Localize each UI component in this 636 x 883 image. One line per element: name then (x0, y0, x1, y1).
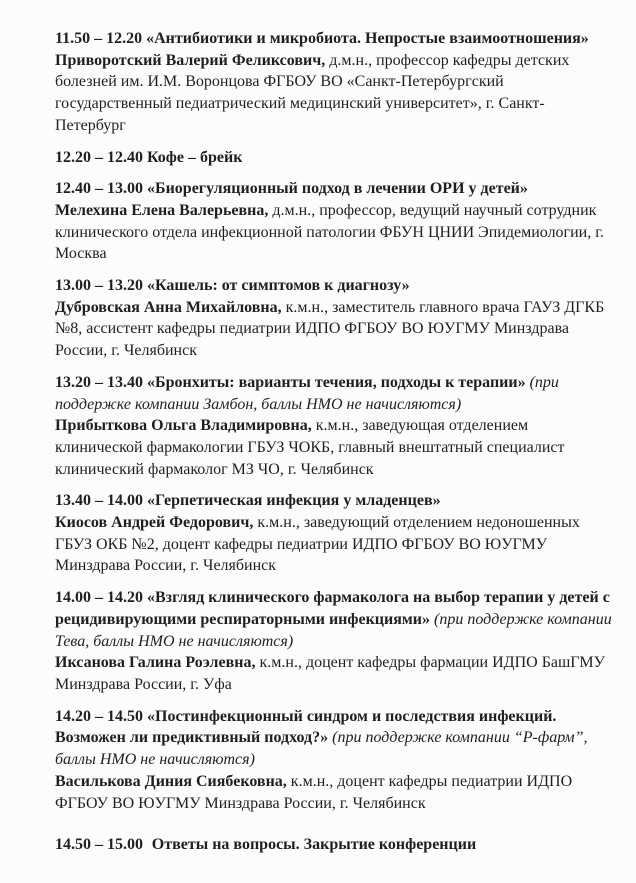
session-time: 13.40 – 14.00 (55, 492, 143, 510)
session-block-herpes-infection (55, 490, 613, 577)
session-time-title (55, 30, 589, 47)
speaker-credentials: к.м.н., доцент кафедры педиатрии ИДПО ФГБОУ ВО ЮУГМУ Минздрава России, г. Челябинск (55, 772, 573, 812)
session-sponsor-note: (при поддержке компании Тева, баллы НМО не начисляются) (55, 610, 612, 650)
speaker-name: Иксанова Галина Роэлевна, (55, 654, 256, 672)
speaker-credentials: д.м.н., профессор кафедры детских болезней им. И.М. Воронцова ФГБОУ ВО «Санкт-Петербургский государственный педиатрический медицинский университет», г. Санкт-Петербург (55, 51, 570, 134)
speaker-credentials: д.м.н., профессор, ведущий научный сотрудник клинического отдела инфекционной патологии ФБУН ЦНИИ Эпидемиологии, г. Москва (55, 201, 604, 263)
session-speaker (55, 415, 613, 480)
session-speaker (55, 50, 613, 137)
session-title: «Герпетическая инфекция у младенцев» (147, 492, 441, 510)
session-block-closing (55, 834, 613, 856)
session-time: 14.00 – 14.20 (55, 589, 143, 607)
session-title: «Антибиотики и микробиота. Непростые взаимоотношения» (146, 30, 589, 47)
session-time: 12.20 – 12.40 (55, 148, 143, 166)
session-title: Ответы на вопросы. Закрытие конференции (151, 836, 477, 854)
session-sponsor-note: (при поддержке компании “Р-фарм”, баллы НМО не начисляются) (55, 729, 588, 769)
session-speaker (55, 652, 613, 695)
session-sponsor-note: (при поддержке компании Замбон, баллы НМО не начисляются) (55, 373, 559, 413)
session-title: «Кашель: от симптомов к диагнозу» (147, 277, 410, 295)
speaker-name: Василькова Диния Сиябековна, (55, 772, 287, 790)
session-block-bioregulation (55, 178, 613, 265)
speaker-credentials: к.м.н., заведующая отделением клинической фармакологии ГБУЗ ЧОКБ, главный внештатный специалист клинический фармаколог МЗ ЧО, г. Челябинск (55, 417, 565, 478)
session-heading (55, 706, 613, 771)
speaker-name: Прибыткова Ольга Владимировна, (55, 417, 312, 435)
speaker-credentials: к.м.н., заведующий отделением недоношенных ГБУЗ ОКБ №2, доцент кафедры педиатрии ИДПО ФГБОУ ВО ЮУГМУ Минздрава России, г. Челябинск (55, 514, 580, 575)
session-time: 13.00 – 13.20 (55, 277, 143, 295)
session-time: 13.20 – 13.40 (55, 373, 143, 391)
session-time-title (55, 374, 526, 391)
session-heading (55, 834, 613, 856)
session-title: «Бронхиты: варианты течения, подходы к терапии» (147, 373, 526, 391)
session-time: 14.20 – 14.50 (55, 707, 143, 725)
session-title: «Биорегуляционный подход в лечении ОРИ у детей» (147, 180, 528, 198)
session-speaker (55, 297, 613, 362)
session-speaker (55, 771, 613, 814)
session-block-cough (55, 275, 613, 362)
session-heading (55, 178, 613, 200)
speaker-name: Киосов Андрей Федорович, (55, 514, 254, 532)
speaker-credentials: к.м.н., заместитель главного врача ГАУЗ ДГКБ №8, ассистент кафедры педиатрии ИДПО ФГБОУ ВО ЮУГМУ Минздрава России, г. Челябинск (55, 298, 605, 360)
session-title: Кофе – брейк (147, 148, 243, 166)
session-time-title (55, 492, 441, 509)
session-block-antibiotics (55, 28, 613, 137)
speaker-name: Мелехина Елена Валерьевна, (55, 201, 269, 219)
session-heading (55, 28, 613, 50)
session-speaker (55, 512, 613, 577)
session-block-pharmacologist-view (55, 587, 613, 696)
session-title: «Взгляд клинического фармаколога на выбор терапии у детей с рецидивирующими респираторными инфекциями» (55, 589, 610, 628)
session-heading (55, 587, 613, 652)
speaker-name: Приворотский Валерий Феликсович, (55, 51, 326, 69)
session-time-title (55, 836, 476, 853)
session-time: 14.50 – 15.00 (55, 836, 143, 854)
session-time-title (55, 180, 528, 197)
session-block-postinfection-syndrome (55, 706, 613, 815)
session-time: 12.40 – 13.00 (55, 180, 143, 198)
session-time-title (55, 149, 242, 166)
session-heading (55, 490, 613, 512)
session-block-coffee-break (55, 147, 613, 169)
session-time-title (55, 277, 410, 294)
session-heading (55, 372, 613, 415)
speaker-credentials: к.м.н., доцент кафедры фармации ИДПО БашГМУ Минздрава России, г. Уфа (55, 654, 605, 693)
session-heading (55, 147, 613, 169)
session-speaker (55, 200, 613, 265)
speaker-name: Дубровская Анна Михайловна, (55, 298, 282, 316)
session-time: 11.50 – 12.20 (55, 30, 143, 47)
session-title: «Постинфекционный синдром и последствия инфекций. Возможен ли предиктивный подход?» (55, 707, 557, 747)
session-block-bronchitis (55, 372, 613, 481)
session-heading (55, 275, 613, 297)
